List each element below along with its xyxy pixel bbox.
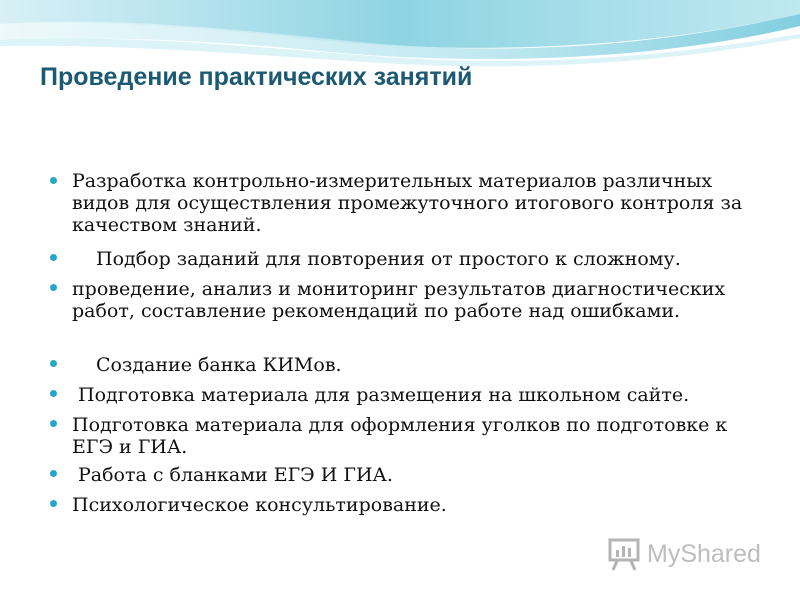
list-item-text: Подбор заданий для повторения от простого к сложному. (96, 248, 681, 270)
list-item-text: Подготовка материала для размещения на школьном сайте. (78, 384, 690, 406)
list-item-text: Создание банка КИМов. (96, 354, 342, 376)
bullet-icon (50, 177, 57, 184)
slide-title: Проведение практических занятий (40, 63, 473, 91)
list-item-text: Подготовка материала для оформления уголков по подготовке к ЕГЭ и ГИА. (72, 414, 734, 458)
bullet-icon (50, 500, 57, 507)
bullet-icon (50, 390, 57, 397)
list-item-text: проведение, анализ и мониторинг результатов диагностических работ, составление рекомендаций по работе над ошибками. (72, 278, 732, 322)
list-item-text: Работа с бланками ЕГЭ И ГИА. (78, 464, 393, 486)
bullet-icon (50, 360, 57, 367)
bullet-icon (50, 254, 57, 261)
presentation-board-icon (607, 536, 641, 572)
list-item-text: Психологическое консультирование. (72, 494, 447, 516)
list-item-text: Разработка контрольно-измерительных материалов различных видов для осуществления промежуточного итогового контроля за качеством знаний. (72, 170, 749, 236)
bullet-icon (50, 470, 57, 477)
header-wave-decoration (0, 0, 800, 70)
bullet-icon (50, 284, 57, 291)
bullet-icon (50, 420, 57, 427)
myshared-watermark (607, 536, 772, 574)
watermark-text: MyShared (647, 540, 761, 568)
